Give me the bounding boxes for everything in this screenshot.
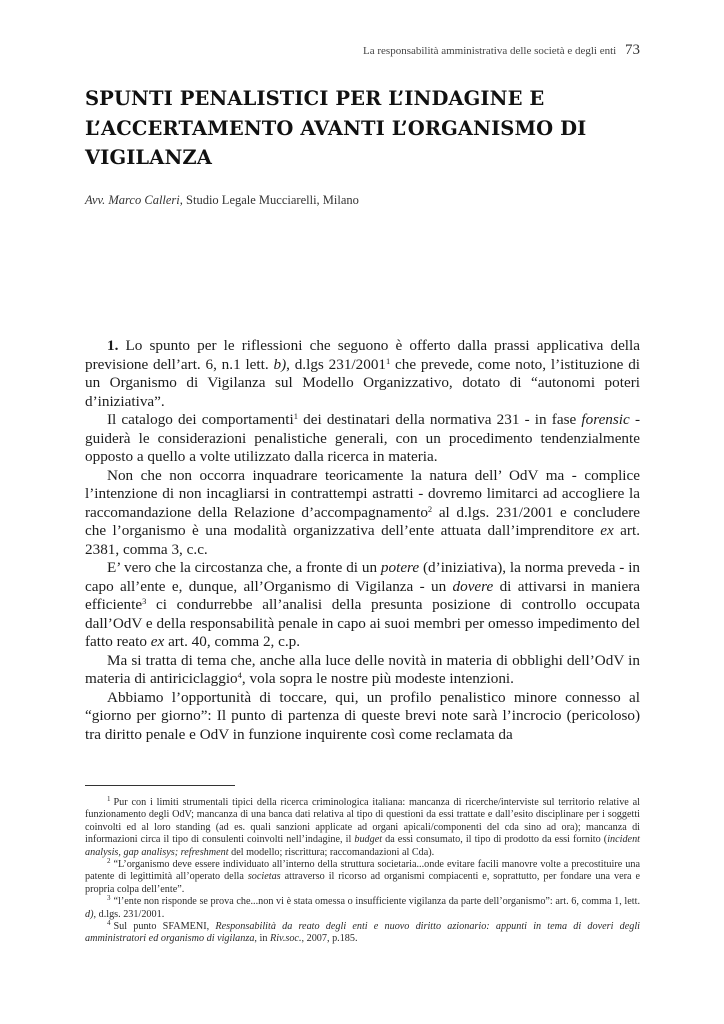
text-run: , vola sopra le nostre più modeste intenzioni. bbox=[241, 670, 514, 687]
italic-run: incident analysis, gap analisys; refreshment bbox=[85, 834, 641, 858]
text-run: di attivarsi in maniera efficiente bbox=[85, 577, 641, 613]
text-run: dei destinatari della normativa 231 - in fase bbox=[297, 411, 582, 428]
text-run: art. 2381, comma 3, c.c. bbox=[85, 522, 640, 558]
body-text bbox=[85, 337, 640, 744]
footnote-number: 4 bbox=[107, 919, 111, 928]
footnote-separator bbox=[85, 785, 235, 786]
footnote-ref: 4 bbox=[237, 670, 242, 680]
text-run: , in bbox=[254, 933, 270, 945]
running-title: La responsabilità amministrativa delle società e degli enti bbox=[363, 45, 617, 57]
title-line-1: SPUNTI PENALISTICI PER L’INDAGINE E bbox=[85, 87, 545, 110]
text-run: ci condurrebbe all’analisi della presunta posizione di controllo occupata dall’OdV e della responsabilità penale in capo ai suoi membri per omesso impedimento del fatto reato bbox=[85, 596, 640, 650]
paragraph-1 bbox=[85, 337, 640, 411]
paragraph-3 bbox=[85, 467, 640, 560]
text-run: E’ vero che la circostanza che, a fronte di un bbox=[107, 559, 381, 576]
footnote-ref: 1 bbox=[293, 411, 298, 421]
paragraph-5 bbox=[85, 652, 640, 689]
author-name: Avv. Marco Calleri, bbox=[85, 193, 183, 207]
text-run: Non che non occorra inquadrare teoricamente la natura dell’ OdV ma - complice l’intenzione di non incagliarsi in contrattempi astratti - dovremo limitarci ad accogliere la raccomandazione della Relazione d’accompagnamento bbox=[85, 466, 640, 521]
italic-run: Responsabilità da reato degli enti e nuovo diritto azionario: appunti in tema di doveri degli amministratori ed organismo di vigilanza bbox=[85, 921, 640, 945]
footnotes bbox=[85, 797, 640, 946]
text-run: (d’iniziativa), la norma preveda - in capo all’ente e, dunque, all’Organismo di Vigilanza - un bbox=[85, 559, 641, 595]
italic-run: b) bbox=[273, 355, 287, 373]
italic-run: potere bbox=[380, 559, 420, 576]
footnote-ref: 2 bbox=[427, 503, 433, 514]
text-run: , d.lgs 231/2001 bbox=[286, 355, 387, 373]
footnote-ref: 1 bbox=[386, 355, 391, 366]
text-run: del modello; riscrittura; raccomandazioni al Cda). bbox=[228, 846, 435, 858]
text-run: da essi consumato, il tipo di prodotto da essi fornito ( bbox=[382, 834, 608, 846]
text-run: Lo spunto per le riflessioni che seguono è offerto dalla prassi applicativa della previsione dell’art. 6, n.1 lett. bbox=[85, 337, 640, 373]
title-line-3: VIGILANZA bbox=[85, 146, 212, 169]
paragraph-2 bbox=[85, 411, 640, 467]
italic-run: Riv.soc. bbox=[270, 933, 302, 945]
paragraph-6 bbox=[85, 689, 640, 745]
italic-run: ex bbox=[600, 522, 614, 539]
running-header bbox=[363, 42, 640, 59]
text-run: “L’organismo deve essere individuato all’interno della struttura societaria...onde evitare facili manovre volte a precostituire una patente di legittimità all’operato della bbox=[85, 859, 640, 883]
footnote-ref: 3 bbox=[142, 596, 147, 606]
section-number: 1. bbox=[107, 337, 119, 354]
footnote-1 bbox=[85, 797, 640, 859]
italic-run: ex bbox=[150, 633, 165, 650]
paragraph-4 bbox=[85, 559, 640, 652]
text-run: art. 40, comma 2, c.p. bbox=[164, 633, 301, 650]
text-run: che prevede, come noto, l’istituzione di un Organismo di Vigilanza sul Modello Organizzativo, dotato di “autonomi poteri d’iniziativa”. bbox=[85, 355, 641, 410]
text-run: , 2007, p.185. bbox=[301, 933, 358, 945]
text-run: Il catalogo dei comportamenti bbox=[107, 411, 294, 428]
text-run: , d.lgs. 231/2001. bbox=[93, 908, 165, 920]
text-run: al d.lgs. 231/2001 e concludere che l’organismo è una modalità organizzativa dell’ente attuata dall’imprenditore bbox=[85, 503, 640, 539]
text-run: Ma si tratta di tema che, anche alla luce delle novità in materia di obblighi dell’OdV in materia di antiriciclaggio bbox=[85, 651, 640, 687]
italic-run: budget bbox=[354, 834, 383, 846]
text-run: “l’ente non risponde se prova che...non vi è stata omessa o insufficiente vigilanza da parte dell’organismo”: art. 6, comma 1, lett. bbox=[113, 896, 640, 908]
footnote-3 bbox=[85, 896, 640, 921]
italic-run: societas bbox=[247, 871, 281, 883]
text-run: Pur con i limiti strumentali tipici della ricerca criminologica italiana: mancanza di ricerche/interviste sul territorio relative al funzionamento degli OdV; mancanza di una banca dati relativa al tipo di questioni da essi trattate e dall’esito disciplinare per i soggetti coinvolti ed al loro standing (ad es. quali sanzioni applicate ad organi apicali/componenti del cda sino ad ora); mancanza di informazioni circa il tipo di consulenti coinvolti nell’indagine, il bbox=[85, 797, 640, 846]
footnote-2 bbox=[85, 859, 640, 896]
text-run: - guiderà le considerazioni penalistiche generali, con un procedimento tendenzialmente opposto a quello a volte utilizzato dalla ricerca in materia. bbox=[85, 411, 640, 465]
footnote-number: 1 bbox=[107, 795, 111, 803]
text-run: attraverso il ricorso ad organismi compiacenti e, soprattutto, per fondare una vera e propria colpa dell’ente”. bbox=[85, 871, 640, 895]
text-run: Abbiamo l’opportunità di toccare, qui, un profilo penalistico minore connesso al “giorno per giorno”: Il punto di partenza di queste brevi note sarà l’incrocio (pericoloso) tra diritto penale e OdV in funzione inquirente così come reclamata da bbox=[85, 688, 640, 743]
article-title bbox=[85, 84, 645, 173]
italic-run: forensic bbox=[581, 411, 630, 428]
page-number: 73 bbox=[625, 42, 640, 58]
italic-run: dovere bbox=[452, 577, 494, 595]
footnote-number: 2 bbox=[107, 857, 111, 866]
text-run: Sul punto SFAMENI, bbox=[113, 921, 216, 933]
author-line bbox=[85, 193, 359, 208]
author-affiliation: Studio Legale Mucciarelli, Milano bbox=[182, 193, 359, 207]
footnote-number: 3 bbox=[107, 894, 111, 903]
title-line-2: L’ACCERTAMENTO AVANTI L’ORGANISMO DI bbox=[85, 116, 587, 140]
footnote-4 bbox=[85, 921, 640, 946]
italic-run: d) bbox=[85, 908, 94, 920]
